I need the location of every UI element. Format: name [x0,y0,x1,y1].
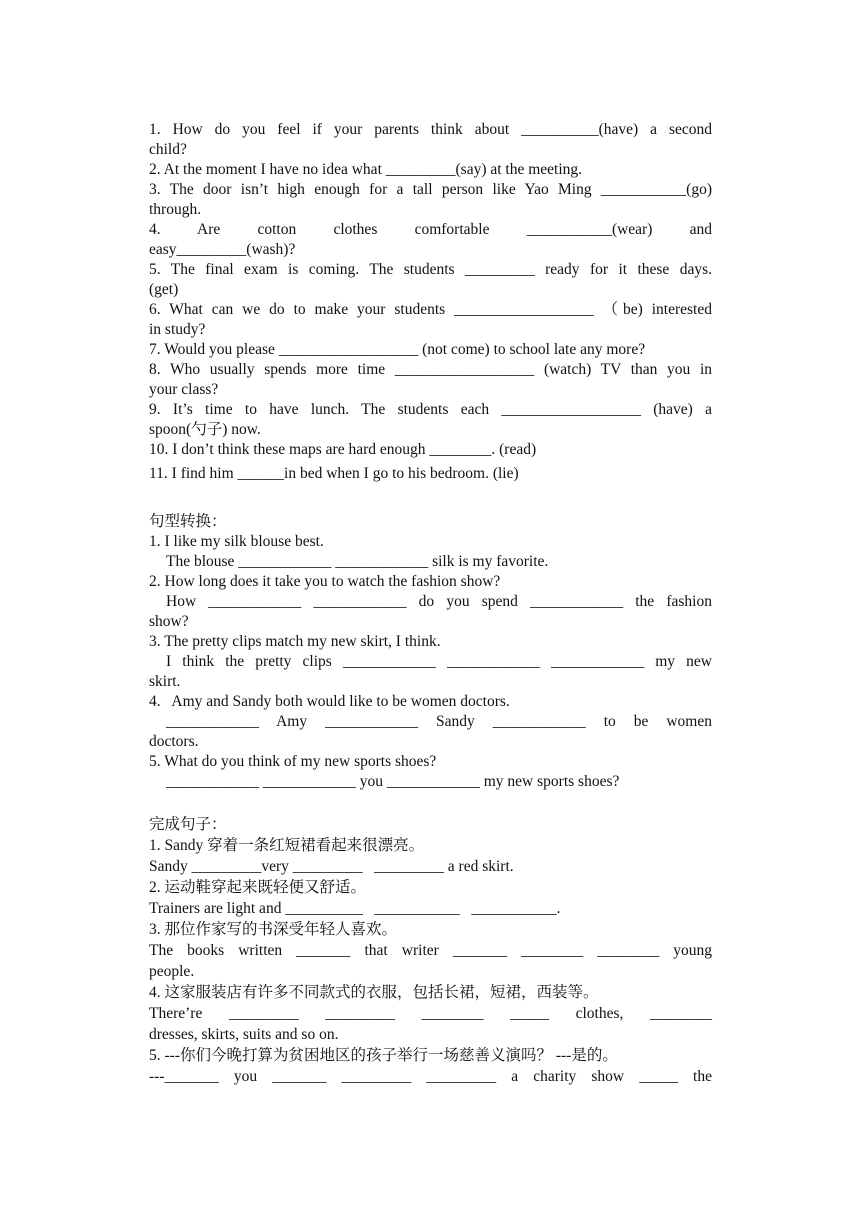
q4 [149,220,712,260]
c2-line1: 2. 运动鞋穿起来既轻便又舒适。 [149,879,367,896]
q10 [149,440,712,460]
q9 [149,400,712,440]
q11-line1: 11. I find him ______in bed when I go to his bedroom. (lie) [149,465,519,482]
t5-line2: ____________ ____________ you ____________ my new sports shoes? [166,773,620,790]
q1-line2: child? [149,141,187,158]
q3-line1: 3. The door isn’t high enough for a tall person like Yao Ming ___________(go) [149,181,712,198]
q3-line2: through. [149,201,202,218]
q10-line1: 10. I don’t think these maps are hard enough ________. (read) [149,441,537,458]
section3-title: 完成句子： [149,816,227,833]
c2 [149,877,712,919]
worksheet [149,120,712,1087]
c2-line2: Trainers are light and __________ ___________ ___________. [149,900,561,917]
q4-line1: 4. Are cotton clothes comfortable ___________(wear) and [149,221,712,238]
c5-line2: ---_______ you _______ _________ _________ a charity show _____ the [149,1068,712,1085]
q5-line1: 5. The final exam is coming. The students _________ ready for it these days. [149,261,712,278]
q1 [149,120,712,160]
q9-line2: spoon(勺子) now. [149,421,261,438]
t4-line2: ____________ Amy ____________ Sandy ____________ to be women [166,713,712,730]
q7-line1: 7. Would you please __________________ (not come) to school late any more? [149,341,646,358]
t1-line2: The blouse ____________ ____________ silk is my favorite. [166,553,549,570]
c4 [149,982,712,1045]
c4-line1: 4. 这家服装店有许多不同款式的衣服，包括长裙，短裙，西装等。 [149,984,599,1001]
q3 [149,180,712,220]
sentence-transformation [149,512,712,792]
t2 [149,572,712,632]
c5-line1: 5. ---你们今晚打算为贫困地区的孩子举行一场慈善义演吗？ ---是的。 [149,1047,618,1064]
t5 [149,752,712,792]
t2-line2: How ____________ ____________ do you spend ____________ the fashion [166,593,712,610]
t4 [149,692,712,752]
q8 [149,360,712,400]
t3-line3: skirt. [149,673,181,690]
q5 [149,260,712,300]
c4-line2: There’re _________ _________ ________ _____ clothes, ________ [149,1005,712,1022]
c5 [149,1045,712,1087]
c3 [149,919,712,982]
q11 [149,464,712,484]
c3-line1: 3. 那位作家写的书深受年轻人喜欢。 [149,921,398,938]
t3-line2: I think the pretty clips ____________ ____________ ____________ my new [166,653,712,670]
t1 [149,532,712,572]
c3-line2: The books written _______ that writer _______ ________ ________ young [149,942,712,959]
q6-line1: 6. What can we do to make your students __________________ （be) interested [149,301,712,318]
t4-line3: doctors. [149,733,199,750]
fill-in-exercise [149,120,712,484]
section2-title: 句型转换： [149,513,227,530]
q2 [149,160,712,180]
q4-line2: easy_________(wash)? [149,241,296,258]
q5-line2: (get) [149,281,179,298]
c1-line1: 1. Sandy 穿着一条红短裙看起来很漂亮。 [149,837,425,854]
c1 [149,835,712,877]
q9-line1: 9. It’s time to have lunch. The students each __________________ (have) a [149,401,712,418]
q6-line2: in study? [149,321,206,338]
c4-line3: dresses, skirts, suits and so on. [149,1026,339,1043]
t3 [149,632,712,692]
q8-line1: 8. Who usually spends more time __________________ (watch) TV than you in [149,361,712,378]
t5-line1: 5. What do you think of my new sports shoes? [149,753,437,770]
c1-line2: Sandy _________very _________ _________ a red skirt. [149,858,514,875]
t3-line1: 3. The pretty clips match my new skirt, I think. [149,633,441,650]
q1-line1: 1. How do you feel if your parents think about __________(have) a second [149,121,712,138]
t1-line1: 1. I like my silk blouse best. [149,533,324,550]
q7 [149,340,712,360]
c3-line3: people. [149,963,195,980]
q8-line2: your class? [149,381,219,398]
t2-line1: 2. How long does it take you to watch the fashion show? [149,573,501,590]
q6 [149,300,712,340]
complete-sentences [149,814,712,1087]
q2-line1: 2. At the moment I have no idea what _________(say) at the meeting. [149,161,583,178]
t2-line3: show? [149,613,189,630]
t4-line1: 4. Amy and Sandy both would like to be women doctors. [149,693,510,710]
